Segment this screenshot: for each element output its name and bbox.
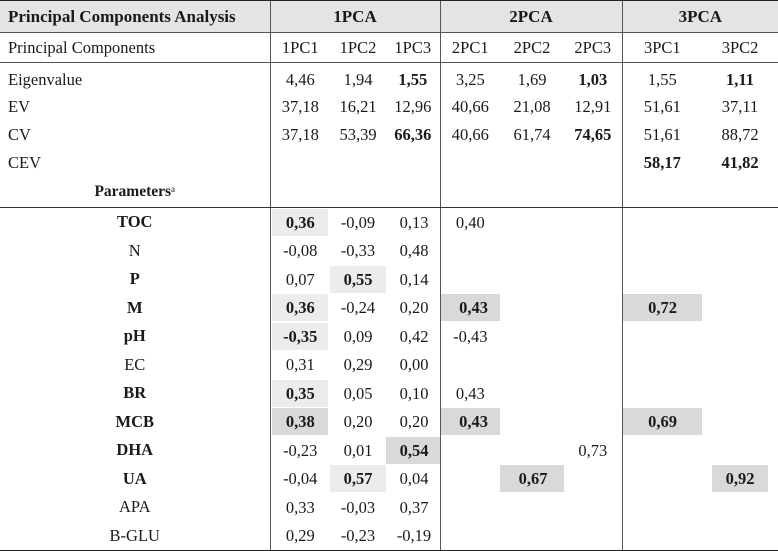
loading-cell — [440, 351, 500, 380]
loading-cell — [564, 208, 622, 237]
stat-row — [0, 63, 778, 94]
column-header: 3PC1 — [622, 33, 702, 63]
stat-value: 74,65 — [574, 125, 612, 144]
loading-cell — [702, 436, 778, 465]
loading-cell — [270, 465, 330, 494]
parameters-section — [0, 208, 778, 551]
loading-cell — [500, 379, 564, 408]
loading-cell — [386, 379, 440, 408]
loading-value: 0,48 — [399, 241, 429, 261]
column-header: 1PC3 — [386, 33, 440, 63]
loading-cell — [622, 208, 702, 237]
column-header: 1PC2 — [330, 33, 386, 63]
loading-cell — [270, 522, 330, 551]
loading-cell — [500, 522, 564, 551]
loading-value: -0,43 — [453, 326, 488, 346]
loading-cell — [622, 522, 702, 551]
loading-cell — [622, 265, 702, 294]
loading-cell — [270, 351, 330, 380]
loading-cell — [702, 322, 778, 351]
stat-row — [0, 93, 778, 121]
loading-cell — [500, 294, 564, 323]
loading-value: 0,01 — [343, 440, 373, 460]
loading-cell — [440, 493, 500, 522]
group-1pca-header: 1PCA — [270, 1, 440, 33]
stat-value: 61,74 — [513, 125, 551, 144]
stat-label: EV — [8, 97, 30, 116]
loading-value: -0,03 — [340, 497, 376, 517]
column-header: 3PC2 — [702, 33, 778, 63]
loading-cell — [440, 265, 500, 294]
parameters-header-row — [0, 177, 778, 208]
stat-value: 51,61 — [622, 93, 702, 121]
stat-value: 1,94 — [343, 70, 373, 89]
parameter-label: DHA — [116, 440, 154, 460]
parameter-row — [0, 208, 778, 237]
stat-value — [270, 149, 330, 177]
loading-value: 0,55 — [330, 266, 386, 293]
parameter-label: BR — [123, 383, 147, 403]
loading-cell — [386, 208, 440, 237]
stat-label: CEV — [8, 153, 41, 172]
loading-cell — [270, 208, 330, 237]
parameter-row — [0, 436, 778, 465]
stat-value: 3,25 — [440, 63, 500, 94]
stat-value — [564, 149, 622, 177]
loading-cell — [622, 351, 702, 380]
loading-value: 0,00 — [399, 355, 429, 375]
stat-row — [0, 149, 778, 177]
loading-value: 0,57 — [330, 465, 386, 492]
parameter-row — [0, 408, 778, 437]
loading-cell — [270, 408, 330, 437]
loading-cell — [386, 237, 440, 266]
row-label: Principal Components — [0, 33, 270, 63]
group-3pca-header: 3PCA — [622, 1, 778, 33]
loading-cell — [500, 265, 564, 294]
loading-cell — [330, 294, 386, 323]
loading-value: -0,33 — [340, 241, 376, 261]
loading-cell — [702, 237, 778, 266]
loading-cell — [330, 379, 386, 408]
loading-value: 0,40 — [455, 212, 485, 232]
loading-value: 0,72 — [623, 294, 703, 321]
parameters-label: Parameters$^a$ — [0, 177, 270, 208]
loading-value: 0,20 — [343, 412, 373, 432]
loading-value: 0,69 — [623, 408, 703, 435]
loading-value: 0,36 — [272, 294, 328, 321]
parameter-label: P — [129, 269, 140, 289]
loading-cell — [622, 436, 702, 465]
parameter-row — [0, 522, 778, 551]
loading-cell — [330, 493, 386, 522]
stat-value — [330, 149, 386, 177]
loading-cell — [440, 436, 500, 465]
loading-cell — [270, 294, 330, 323]
parameter-row — [0, 265, 778, 294]
loading-cell — [564, 322, 622, 351]
loading-cell — [440, 208, 500, 237]
group-2pca-header: 2PCA — [440, 1, 622, 33]
parameter-label: pH — [123, 326, 146, 346]
parameter-label: EC — [124, 354, 146, 374]
loading-cell — [622, 294, 702, 323]
loading-value: 0,35 — [272, 380, 328, 407]
loading-cell — [622, 379, 702, 408]
stat-value: 40,66 — [440, 93, 500, 121]
loading-cell — [702, 522, 778, 551]
loading-cell — [386, 265, 440, 294]
loading-cell — [330, 408, 386, 437]
stat-value — [500, 149, 564, 177]
loading-value: 0,43 — [441, 408, 501, 435]
loading-value: 0,37 — [399, 497, 429, 517]
loading-cell — [702, 493, 778, 522]
loading-cell — [564, 265, 622, 294]
loading-cell — [702, 408, 778, 437]
loading-value: 0,38 — [272, 408, 328, 435]
loading-cell — [500, 493, 564, 522]
loading-value: 0,20 — [399, 412, 429, 432]
column-header: 2PC2 — [500, 33, 564, 63]
stat-value: 21,08 — [513, 97, 551, 116]
loading-cell — [330, 265, 386, 294]
loading-cell — [564, 493, 622, 522]
loading-value: 0,43 — [441, 294, 501, 321]
loading-cell — [564, 351, 622, 380]
stat-value — [440, 149, 500, 177]
loading-cell — [440, 237, 500, 266]
stat-value: 12,91 — [574, 97, 612, 116]
stat-label: Eigenvalue — [8, 70, 83, 89]
loading-cell — [500, 237, 564, 266]
loading-value: 0,31 — [285, 355, 315, 375]
stat-value: 66,36 — [394, 125, 432, 144]
loading-cell — [702, 465, 778, 494]
loading-cell — [440, 322, 500, 351]
loading-value: 0,13 — [399, 212, 429, 232]
loading-value: -0,08 — [283, 241, 318, 261]
parameter-label: N — [128, 240, 141, 260]
loading-cell — [270, 436, 330, 465]
loading-value: 0,36 — [272, 209, 328, 236]
loading-cell — [386, 522, 440, 551]
parameter-label: UA — [122, 468, 147, 488]
loading-value: -0,23 — [283, 440, 318, 460]
stat-value: 12,96 — [394, 97, 432, 116]
loading-value: 0,73 — [578, 440, 608, 460]
loading-cell — [564, 237, 622, 266]
loading-value: -0,19 — [396, 526, 432, 546]
stat-value: 1,11 — [726, 70, 755, 89]
superscript-note: a — [171, 184, 176, 194]
stat-value: 16,21 — [339, 97, 377, 116]
loading-cell — [440, 294, 500, 323]
loading-value: -0,04 — [283, 469, 318, 489]
parameter-label: MCB — [115, 411, 154, 431]
loading-value: 0,33 — [285, 497, 315, 517]
loading-cell — [500, 408, 564, 437]
loading-cell — [564, 294, 622, 323]
loading-value: 0,07 — [285, 269, 315, 289]
parameter-row — [0, 379, 778, 408]
parameter-label: TOC — [117, 212, 153, 232]
loading-value: -0,09 — [340, 212, 376, 232]
stat-value: 51,61 — [622, 121, 702, 149]
loading-cell — [330, 322, 386, 351]
loading-cell — [330, 351, 386, 380]
loading-cell — [440, 465, 500, 494]
stat-label: CV — [8, 125, 31, 144]
stats-section — [0, 63, 778, 178]
loading-cell — [270, 493, 330, 522]
loading-cell — [500, 436, 564, 465]
loading-cell — [330, 436, 386, 465]
column-header: 1PC1 — [270, 33, 330, 63]
loading-cell — [330, 465, 386, 494]
loading-cell — [622, 493, 702, 522]
loading-cell — [702, 265, 778, 294]
loading-cell — [702, 379, 778, 408]
loading-value: 0,10 — [399, 383, 429, 403]
loading-cell — [622, 322, 702, 351]
loading-cell — [564, 436, 622, 465]
loading-cell — [386, 294, 440, 323]
loading-value: 0,29 — [343, 355, 373, 375]
stat-value: 40,66 — [440, 121, 500, 149]
loading-cell — [330, 208, 386, 237]
stat-value: 4,46 — [270, 63, 330, 94]
loading-cell — [622, 237, 702, 266]
parameter-row — [0, 294, 778, 323]
loading-value: 0,92 — [712, 465, 768, 492]
loading-cell — [500, 208, 564, 237]
stat-value: 58,17 — [622, 149, 702, 177]
parameter-row — [0, 237, 778, 266]
loading-cell — [500, 465, 564, 494]
loading-value: -0,24 — [340, 298, 376, 318]
parameter-row — [0, 493, 778, 522]
loading-value: 0,43 — [455, 383, 485, 403]
loading-cell — [330, 522, 386, 551]
loading-cell — [386, 408, 440, 437]
loading-cell — [564, 379, 622, 408]
loading-cell — [500, 351, 564, 380]
loading-value: 0,04 — [399, 469, 429, 489]
loading-value: 0,05 — [343, 383, 373, 403]
loading-cell — [330, 237, 386, 266]
stat-value: 88,72 — [721, 125, 759, 144]
stat-value: 1,69 — [517, 70, 547, 89]
parameter-row — [0, 465, 778, 494]
loading-value: -0,23 — [340, 526, 376, 546]
stat-value — [386, 149, 440, 177]
loading-value: 0,29 — [285, 526, 315, 546]
loading-cell — [386, 493, 440, 522]
header-row — [0, 1, 778, 33]
loading-cell — [564, 522, 622, 551]
stat-value: 1,55 — [398, 70, 428, 89]
loading-cell — [500, 322, 564, 351]
stat-value: 37,18 — [270, 93, 330, 121]
loading-cell — [702, 208, 778, 237]
loading-cell — [564, 408, 622, 437]
stat-value: 53,39 — [339, 125, 377, 144]
loading-cell — [440, 522, 500, 551]
loading-cell — [270, 265, 330, 294]
stat-value: 41,82 — [721, 153, 759, 172]
principal-components-row — [0, 33, 778, 63]
stat-row — [0, 121, 778, 149]
loading-value: 0,54 — [386, 437, 440, 464]
parameter-label: APA — [119, 497, 151, 517]
loading-cell — [386, 351, 440, 380]
loading-value: 0,20 — [399, 298, 429, 318]
loading-cell — [270, 379, 330, 408]
stat-value: 37,18 — [270, 121, 330, 149]
table-title: Principal Components Analysis — [0, 1, 270, 33]
parameter-row — [0, 322, 778, 351]
loading-value: 0,42 — [399, 326, 429, 346]
loading-cell — [270, 237, 330, 266]
loading-cell — [386, 322, 440, 351]
column-header: 2PC3 — [564, 33, 622, 63]
loading-cell — [440, 379, 500, 408]
stat-value: 37,11 — [721, 97, 759, 116]
loading-cell — [564, 465, 622, 494]
loading-cell — [702, 294, 778, 323]
column-header: 2PC1 — [440, 33, 500, 63]
parameter-row — [0, 351, 778, 380]
loading-value: 0,09 — [343, 326, 373, 346]
loading-value: 0,67 — [500, 465, 564, 492]
stat-value: 1,03 — [578, 70, 608, 89]
stat-value: 1,55 — [622, 63, 702, 94]
loading-cell — [386, 465, 440, 494]
loading-value: -0,35 — [272, 323, 328, 350]
parameter-label: M — [126, 297, 143, 317]
loading-value: 0,14 — [399, 269, 429, 289]
loading-cell — [622, 465, 702, 494]
loading-cell — [386, 436, 440, 465]
loading-cell — [702, 351, 778, 380]
loading-cell — [440, 408, 500, 437]
parameter-label: B-GLU — [0, 522, 270, 551]
loading-cell — [270, 322, 330, 351]
loading-cell — [622, 408, 702, 437]
